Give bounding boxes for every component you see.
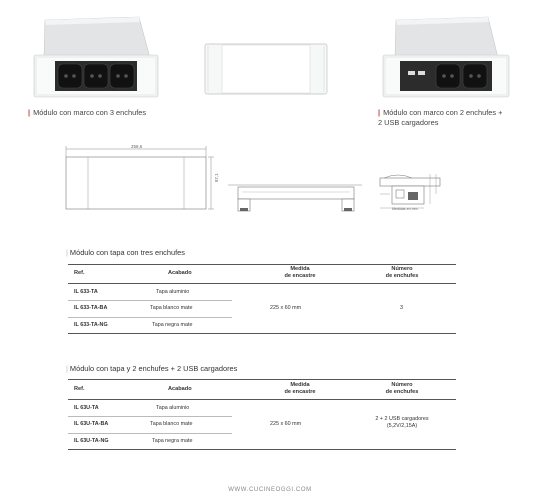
table2-row-divider [68, 433, 232, 434]
table2-header: Ref. Acabado Medida de encastre Número de enchufes [74, 382, 419, 395]
table2-size-value: 225 x 60 mm [270, 421, 302, 427]
product-image-2-sockets-usb [378, 14, 513, 100]
table2-rule-header [68, 399, 456, 400]
product-caption-2-sockets-usb: | Módulo con marco con 2 enchufes + 2 USB cargadores [378, 108, 503, 127]
technical-drawing-front [60, 140, 225, 220]
technical-drawing-side [224, 178, 366, 214]
table-row: IL 63U-TA-BA Tapa blanco mate [74, 421, 193, 427]
table-row: IL 633-TA-BA Tapa blanco mate [74, 305, 193, 311]
footer-website[interactable]: WWW.CUCINEOGGI.COM [228, 487, 312, 493]
table1-row-divider [68, 317, 232, 318]
table1-rule-bottom [68, 333, 456, 334]
dimension-height-label: 87,1 [214, 173, 219, 182]
product-image-closed [204, 43, 328, 95]
table-row: IL 63U-TA Tapa aluminio [74, 405, 190, 411]
table1-header: Ref. Acabado Medida de encastre Número de enchufes [74, 266, 419, 279]
table2-count-value: 2 + 2 USB cargadores (5,2V/2,15A) [375, 416, 429, 429]
table1-count-value: 3 [400, 305, 403, 311]
table1-size-value: 225 x 60 mm [270, 305, 302, 311]
table1-rule-header [68, 283, 456, 284]
table2-title: | Módulo con tapa y 2 enchufes + 2 USB cargadores [66, 364, 238, 373]
table1-title: | Módulo con tapa con tres enchufes [66, 248, 185, 257]
product-caption-3-sockets: | Módulo con marco con 3 enchufes [28, 108, 147, 117]
table-row: IL 633-TA Tapa aluminio [74, 289, 190, 295]
table2-rule-bottom [68, 449, 456, 450]
table-row: IL 63U-TA-NG Tapa negra mate [74, 438, 193, 444]
table1-row-divider [68, 300, 232, 301]
table-row: IL 633-TA-NG Tapa negra mate [74, 322, 193, 328]
table2-row-divider [68, 416, 232, 417]
product-image-3-sockets [28, 14, 163, 100]
detail-units-label: Medidas en mm [392, 207, 418, 211]
dimension-width-label: 258,6 [131, 144, 143, 149]
